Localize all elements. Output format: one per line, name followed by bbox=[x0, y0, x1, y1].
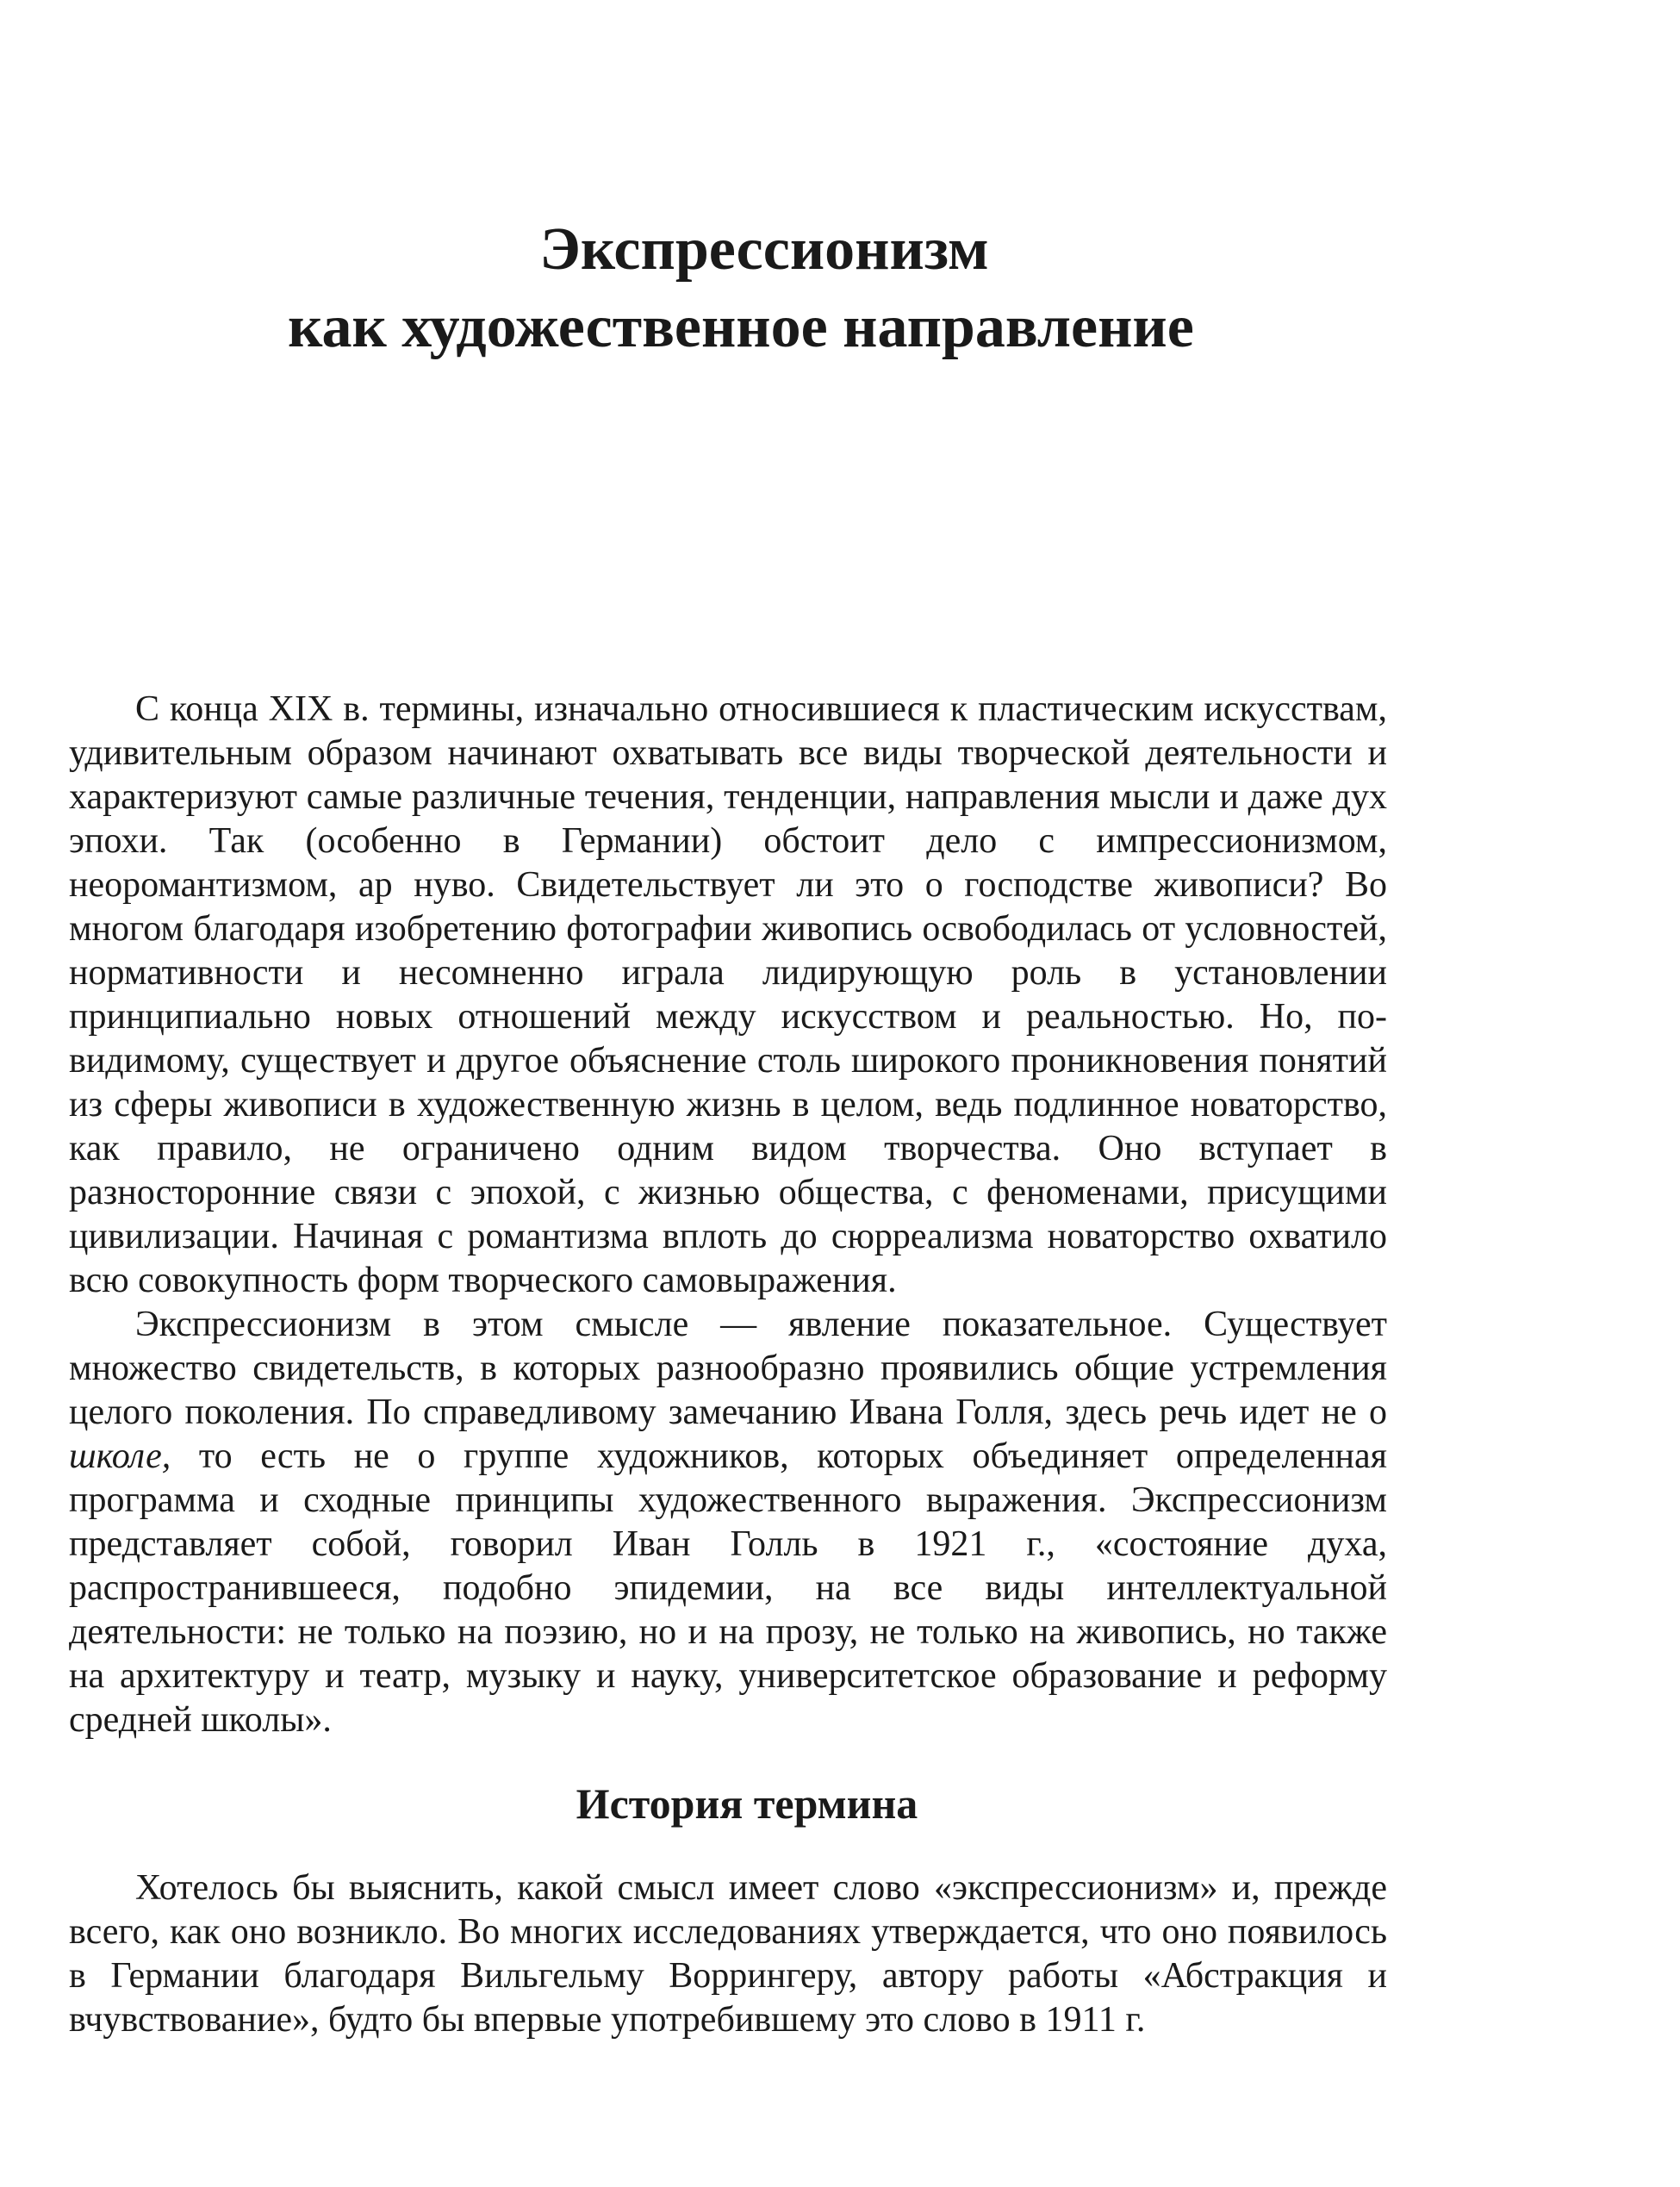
italic-term-school: школе, bbox=[69, 1436, 171, 1476]
section-heading-text: История термина bbox=[576, 1779, 918, 1828]
chapter-title bbox=[0, 211, 1680, 366]
intro-paragraph-1: С конца XIX в. термины, изначально относившиеся к пластическим искусствам, удивительным образом начинают охватывать все виды творческой деятельности и характеризуют самые различные течения, тенденции, направления мысли и даже дух эпохи. Так (особенно в Германии) обстоит дело с импрессионизмом, неоромантизмом, ар нуво. Свидетельствует ли это о господстве живописи? Во многом благодаря изобретению фотографии живопись освободилась от условностей, нормативности и несомненно играла лидирующую роль в установлении принципиально новых отношений между искусством и реальностью. Но, по-видимому, существует и другое объяснение столь широкого проникновения понятий из сферы живописи в художественную жизнь в целом, ведь подлинное новаторство, как правило, не ограничено одним видом творчества. Оно вступает в разносторонние связи с эпохой, с жизнью общества, с феноменами, присущими цивилизации. Начиная с романтизма вплоть до сюрреализма новаторство охватило всю совокупность форм творческого самовыражения. bbox=[69, 689, 1387, 1300]
intro-section bbox=[69, 688, 1387, 1742]
intro-paragraph-2 bbox=[69, 1303, 1387, 1742]
history-paragraph-1: Хотелось бы выяснить, какой смысл имеет слово «экспрессионизм» и, прежде всего, как оно возникло. Во многих исследованиях утверждается, что оно появилось в Германии благодаря Вильгельму Воррингеру, автору работы «Абстракция и вчувствование», будто бы впервые употребившему это слово в 1911 г. bbox=[69, 1868, 1387, 2040]
chapter-title-line-2: как художественное направление bbox=[288, 294, 1194, 360]
intro-paragraph-2-start: Экспрессионизм в этом смысле — явление показательное. Существует множество свидетельств, в которых разнообразно проявились общие устремления целого поколения. По справедливому замечанию Ивана Голля, здесь речь идет не о bbox=[69, 1305, 1387, 1432]
section-heading-history bbox=[0, 1778, 1680, 1829]
history-section bbox=[69, 1866, 1387, 2042]
chapter-title-line-1: Экспрессионизм bbox=[539, 216, 989, 283]
intro-paragraph-2-end: то есть не о группе художников, которых объединяет определенная программа и сходные принципы художественного выражения. Экспрессионизм представляет собой, говорил Иван Голль в 1921 г., «состояние духа, распространившееся, подобно эпидемии, на все виды интеллектуальной деятельности: не только на поэзию, но и на прозу, не только на живопись, но также на архитектуру и театр, музыку и науку, университетское образование и реформу средней школы». bbox=[69, 1436, 1387, 1740]
